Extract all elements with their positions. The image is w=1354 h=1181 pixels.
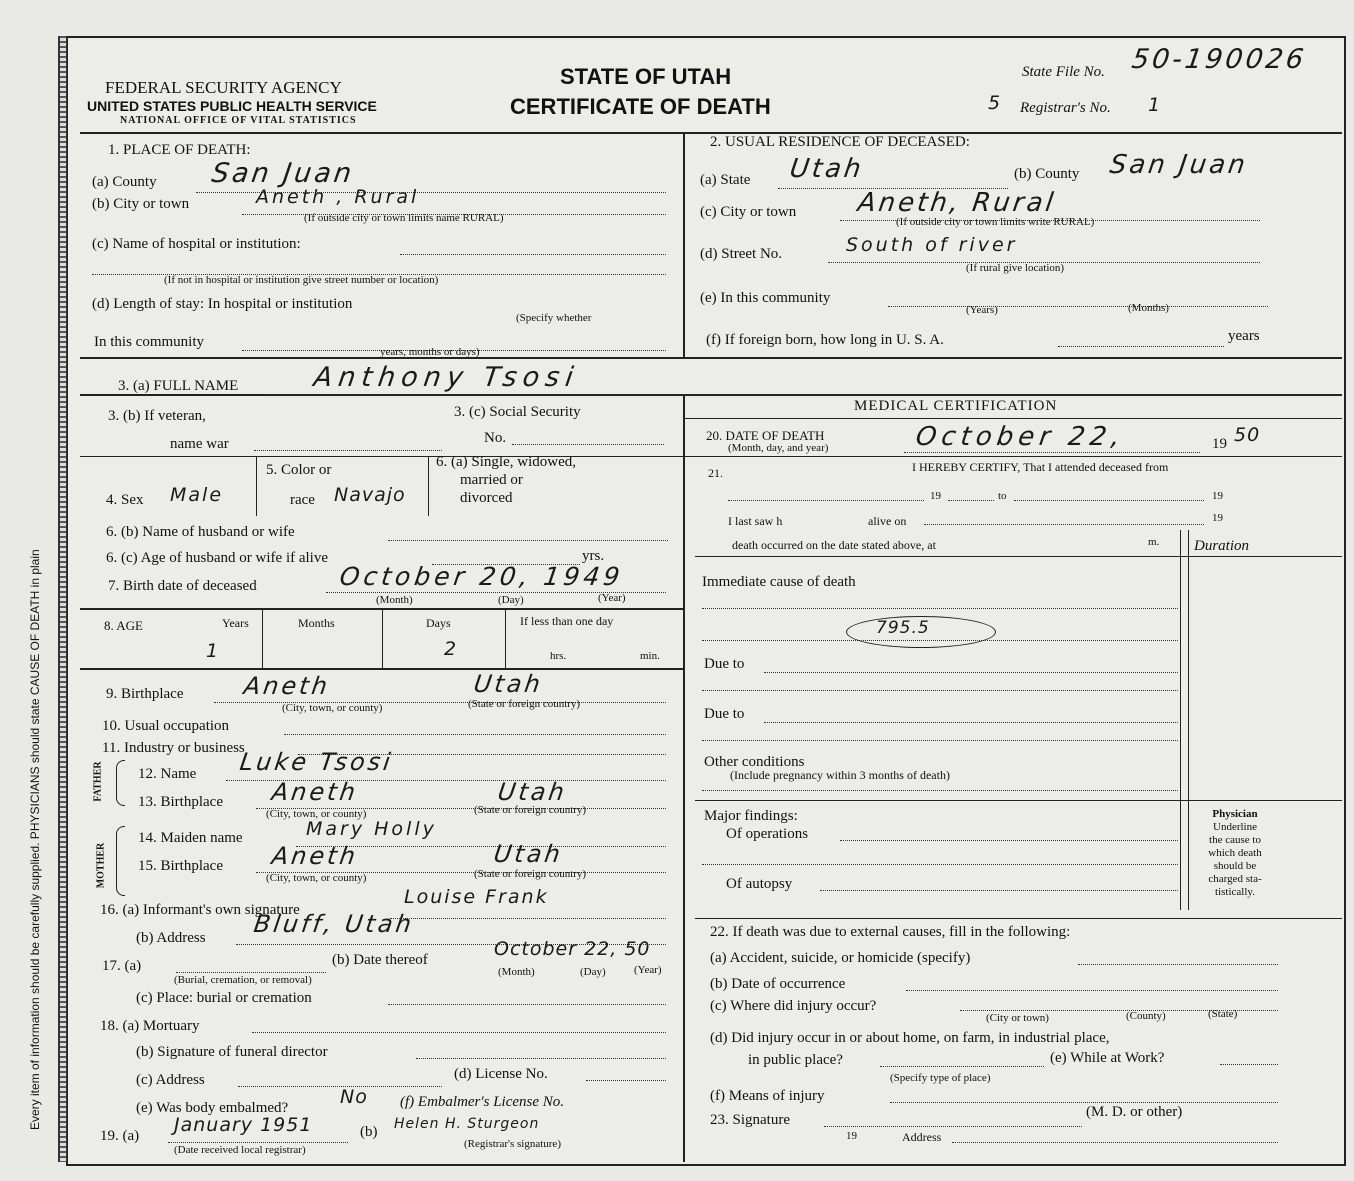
external-county-note: (County) bbox=[1126, 1010, 1166, 1022]
received-value: January 1951 bbox=[174, 1114, 313, 1136]
war-label: name war bbox=[170, 436, 229, 452]
duration-col-2 bbox=[1188, 530, 1189, 910]
father-bp-state: Utah bbox=[496, 778, 569, 806]
birth-day-note: (Day) bbox=[498, 594, 524, 606]
embalmed-label: (e) Was body embalmed? bbox=[136, 1100, 289, 1116]
physician-note-line: Physician bbox=[1212, 808, 1258, 820]
birthplace-city: Aneth bbox=[242, 672, 332, 700]
external-city-note: (City or town) bbox=[986, 1012, 1049, 1024]
veteran-divider bbox=[80, 456, 683, 457]
cause-code: 795.5 bbox=[876, 618, 930, 638]
hrs-label: hrs. bbox=[550, 650, 567, 662]
spouse-label: 6. (b) Name of husband or wife bbox=[106, 524, 295, 540]
dod-year: 50 bbox=[1234, 424, 1261, 446]
external-f: (f) Means of injury bbox=[710, 1088, 825, 1104]
last-19: 19 bbox=[1212, 512, 1223, 524]
external-a: (a) Accident, suicide, or homicide (specify) bbox=[710, 950, 971, 966]
external-divider bbox=[695, 918, 1342, 919]
duration-col bbox=[1180, 530, 1181, 910]
embalmer-label: (f) Embalmer's License No. bbox=[400, 1094, 565, 1110]
death-city-label: (b) City or town bbox=[92, 196, 190, 212]
death-county-label: (a) County bbox=[92, 174, 157, 190]
embalmed-value: No bbox=[340, 1086, 368, 1108]
external-d: (d) Did injury occur in or about home, on farm, in industrial place, bbox=[710, 1030, 1110, 1046]
res-county-label: (b) County bbox=[1014, 166, 1080, 182]
sig-address: Address bbox=[902, 1130, 942, 1144]
occurred-m: m. bbox=[1148, 536, 1160, 548]
res-years-label: (Years) bbox=[966, 304, 998, 316]
marital-label-2: married or bbox=[460, 472, 523, 488]
center-divider-top bbox=[683, 132, 685, 358]
dod-year-prefix: 19 bbox=[1212, 436, 1227, 452]
occurred-divider bbox=[695, 556, 1342, 557]
informant-signature: Louise Frank bbox=[404, 886, 549, 908]
birthplace-label: 9. Birthplace bbox=[106, 686, 184, 702]
physician-note-line: tistically. bbox=[1215, 886, 1255, 898]
death-county-value: San Juan bbox=[209, 158, 357, 189]
external-c: (c) Where did injury occur? bbox=[710, 998, 877, 1014]
mother-name-value: Mary Holly bbox=[306, 818, 437, 840]
to-label: to bbox=[998, 490, 1007, 502]
director-label: (b) Signature of funeral director bbox=[136, 1044, 328, 1060]
age-years-label: Years bbox=[222, 616, 249, 630]
color-label: 5. Color or bbox=[266, 462, 332, 478]
alive-on-label: alive on bbox=[868, 514, 907, 528]
burial-note: (Burial, cremation, or removal) bbox=[174, 974, 312, 986]
duration-label: Duration bbox=[1194, 538, 1250, 554]
state-file-number: 50-190026 bbox=[1129, 44, 1309, 75]
external-specify: (Specify type of place) bbox=[890, 1072, 991, 1084]
yrs-label: yrs. bbox=[582, 548, 605, 564]
registrar-sig-note: (Registrar's signature) bbox=[464, 1138, 561, 1150]
burial-month-note: (Month) bbox=[498, 966, 535, 978]
age-days-value: 2 bbox=[444, 638, 458, 660]
res-state-value: Utah bbox=[787, 154, 866, 184]
father-side-label: FATHER bbox=[92, 761, 104, 802]
registrar-number: 1 bbox=[1148, 94, 1162, 116]
occurred-label: death occurred on the date stated above, at bbox=[732, 538, 936, 552]
last-saw-label: I last saw h bbox=[728, 514, 783, 528]
other-note: (Include pregnancy within 3 months of death) bbox=[730, 768, 950, 782]
physician-note-line: which death bbox=[1208, 847, 1262, 859]
of-autopsy: Of autopsy bbox=[726, 876, 793, 892]
full-name-value: Anthony Tsosi bbox=[311, 362, 582, 393]
to-19: 19 bbox=[1212, 490, 1223, 502]
section1-divider bbox=[80, 357, 1342, 359]
father-name-label: 12. Name bbox=[138, 766, 197, 782]
age-col-3 bbox=[505, 610, 506, 668]
hospital-label: (c) Name of hospital or institution: bbox=[92, 236, 301, 252]
external-heading: 22. If death was due to external causes, fill in the following: bbox=[710, 924, 1071, 940]
due-to-1: Due to bbox=[704, 656, 745, 672]
sex-race-divider-2 bbox=[428, 456, 429, 516]
major-findings: Major findings: bbox=[704, 808, 798, 824]
age-days-label: Days bbox=[426, 616, 451, 630]
res-state-label: (a) State bbox=[700, 172, 751, 188]
father-city-note: (City, town, or county) bbox=[266, 808, 367, 820]
physician-note-line: charged sta- bbox=[1208, 873, 1262, 885]
age-label: 8. AGE bbox=[104, 618, 143, 633]
mother-side-label: MOTHER bbox=[95, 842, 107, 889]
father-bp-city: Aneth bbox=[270, 778, 360, 806]
service-name: UNITED STATES PUBLIC HEALTH SERVICE bbox=[87, 98, 377, 114]
cert-21: 21. bbox=[708, 466, 723, 480]
physician-note bbox=[1192, 808, 1278, 899]
sex-label: 4. Sex bbox=[106, 492, 144, 508]
stay-label: (d) Length of stay: In hospital or institution bbox=[92, 296, 353, 312]
death-city-value: Aneth , Rural bbox=[256, 186, 420, 208]
mother-state-note: (State or foreign country) bbox=[474, 868, 587, 880]
sex-race-divider-1 bbox=[256, 456, 257, 516]
res-community-label: (e) In this community bbox=[700, 290, 831, 306]
death-city-note: (If outside city or town limits name RURAL) bbox=[304, 212, 504, 224]
registrar-label: Registrar's No. bbox=[1020, 100, 1111, 116]
res-street-value: South of river bbox=[846, 234, 1018, 256]
received-note: (Date received local registrar) bbox=[174, 1144, 306, 1156]
physician-note-line: the cause to bbox=[1209, 834, 1261, 846]
father-state-note: (State or foreign country) bbox=[474, 804, 587, 816]
res-street-label: (d) Street No. bbox=[700, 246, 783, 262]
birthplace-city-note: (City, town, or county) bbox=[282, 702, 383, 714]
sex-value: Male bbox=[170, 484, 224, 506]
occupation-label: 10. Usual occupation bbox=[102, 718, 230, 734]
hospital-note: (If not in hospital or institution give street number or location) bbox=[164, 274, 439, 286]
res-city-note: (If outside city or town limits write RURAL) bbox=[896, 216, 1095, 228]
full-name-label: 3. (a) FULL NAME bbox=[118, 378, 239, 394]
registrar-prefix: 5 bbox=[988, 92, 1002, 114]
veteran-label: 3. (b) If veteran, bbox=[108, 408, 206, 424]
age-years-value: 1 bbox=[206, 640, 220, 662]
medical-heading: MEDICAL CERTIFICATION bbox=[854, 398, 1058, 414]
mother-bp-city: Aneth bbox=[270, 842, 360, 870]
center-divider-bottom bbox=[683, 394, 685, 1162]
agency-name: FEDERAL SECURITY AGENCY bbox=[105, 78, 342, 97]
license-label: (d) License No. bbox=[454, 1066, 548, 1082]
res-foreign-label: (f) If foreign born, how long in U. S. A. bbox=[706, 332, 944, 348]
external-state-note: (State) bbox=[1208, 1008, 1238, 1020]
state-file-label: State File No. bbox=[1022, 64, 1105, 80]
burial-date-value: October 22, 50 bbox=[494, 938, 651, 960]
father-bp-label: 13. Birthplace bbox=[138, 794, 223, 810]
place-of-death-heading: 1. PLACE OF DEATH: bbox=[108, 142, 251, 158]
min-label: min. bbox=[640, 650, 660, 662]
res-county-value: San Juan bbox=[1107, 150, 1250, 180]
burial-day-note: (Day) bbox=[580, 966, 606, 978]
father-name-value: Luke Tsosi bbox=[238, 748, 396, 776]
form-title-2: CERTIFICATE OF DEATH bbox=[510, 94, 771, 119]
physician-note-line: Underline bbox=[1213, 821, 1257, 833]
signature-23: 23. Signature bbox=[710, 1112, 790, 1128]
birthplace-state-note: (State or foreign country) bbox=[468, 698, 581, 710]
mother-bp-label: 15. Birthplace bbox=[138, 858, 223, 874]
dod-sub: (Month, day, and year) bbox=[728, 442, 829, 454]
stay-community-note: years, months or days) bbox=[380, 346, 480, 358]
burial-date-label: (b) Date thereof bbox=[332, 952, 428, 968]
age-col-1 bbox=[262, 610, 263, 668]
due-to-2: Due to bbox=[704, 706, 745, 722]
birth-date-label: 7. Birth date of deceased bbox=[108, 578, 257, 594]
dod-label: 20. DATE OF DEATH bbox=[706, 428, 825, 443]
burial-17a-label: 17. (a) bbox=[102, 958, 142, 974]
received-label: 19. (a) bbox=[100, 1128, 140, 1144]
registrar-sig-label: (b) bbox=[360, 1124, 378, 1140]
birth-year-note: (Year) bbox=[598, 592, 626, 604]
mother-city-note: (City, town, or county) bbox=[266, 872, 367, 884]
marital-label-3: divorced bbox=[460, 490, 513, 506]
res-months-label: (Months) bbox=[1128, 302, 1169, 314]
age-bottom-divider bbox=[80, 668, 683, 670]
external-d2: in public place? bbox=[748, 1052, 843, 1068]
res-city-value: Aneth, Rural bbox=[855, 188, 1058, 218]
race-label: race bbox=[290, 492, 315, 508]
father-brace bbox=[116, 760, 125, 806]
informant-address: Bluff, Utah bbox=[252, 910, 416, 938]
burial-place-label: (c) Place: burial or cremation bbox=[136, 990, 312, 1006]
age-col-2 bbox=[382, 610, 383, 668]
from-19: 19 bbox=[930, 490, 941, 502]
immediate-cause-label: Immediate cause of death bbox=[702, 574, 856, 590]
birth-date-value: October 20, 1949 bbox=[337, 562, 626, 591]
left-border-strip bbox=[58, 36, 67, 1162]
res-street-note: (If rural give location) bbox=[966, 262, 1065, 274]
margin-note: Every item of information should be carefully supplied. PHYSICIANS should state CAUSE OF DEATH in plain bbox=[28, 549, 42, 1130]
stay-note: (Specify whether bbox=[516, 312, 592, 324]
age-months-label: Months bbox=[298, 616, 335, 630]
res-city-label: (c) City or town bbox=[700, 204, 797, 220]
industry-label: 11. Industry or business bbox=[102, 740, 245, 756]
mother-brace bbox=[116, 826, 125, 896]
external-b: (b) Date of occurrence bbox=[710, 976, 846, 992]
registrar-signature: Helen H. Sturgeon bbox=[394, 1116, 540, 1132]
ss-label: 3. (c) Social Security bbox=[454, 404, 581, 420]
physician-note-line: should be bbox=[1213, 860, 1257, 872]
residence-heading: 2. USUAL RESIDENCE OF DECEASED: bbox=[710, 134, 970, 150]
birth-month-note: (Month) bbox=[376, 594, 413, 606]
mortuary-label: 18. (a) Mortuary bbox=[100, 1018, 200, 1034]
office-name: NATIONAL OFFICE OF VITAL STATISTICS bbox=[120, 115, 357, 126]
of-operations: Of operations bbox=[726, 826, 809, 842]
external-e: (e) While at Work? bbox=[1050, 1050, 1165, 1066]
res-years-suffix: years bbox=[1228, 328, 1260, 344]
dod-value: October 22, bbox=[913, 422, 1127, 452]
certify-text: I HEREBY CERTIFY, That I attended deceased from bbox=[912, 460, 1169, 474]
marital-label-1: 6. (a) Single, widowed, bbox=[436, 454, 576, 470]
sig-19: 19 bbox=[846, 1130, 857, 1142]
findings-divider bbox=[695, 800, 1342, 801]
dod-divider bbox=[685, 456, 1342, 457]
mortuary-address-label: (c) Address bbox=[136, 1072, 205, 1088]
other-conditions: Other conditions bbox=[704, 754, 805, 770]
ss-no-label: No. bbox=[484, 430, 507, 446]
stay-community-label: In this community bbox=[94, 334, 204, 350]
medical-heading-divider bbox=[685, 418, 1342, 419]
md-or-other: (M. D. or other) bbox=[1086, 1104, 1183, 1120]
race-value: Navajo bbox=[334, 484, 406, 506]
burial-year-note: (Year) bbox=[634, 964, 662, 976]
form-title-1: STATE OF UTAH bbox=[560, 64, 732, 89]
mother-bp-state: Utah bbox=[492, 840, 565, 868]
birthplace-state: Utah bbox=[472, 670, 545, 698]
informant-label: 16. (a) Informant's own signature bbox=[100, 902, 300, 918]
age-less-label: If less than one day bbox=[520, 614, 614, 628]
mother-name-label: 14. Maiden name bbox=[138, 830, 243, 846]
informant-address-label: (b) Address bbox=[136, 930, 206, 946]
spouse-age-label: 6. (c) Age of husband or wife if alive bbox=[106, 550, 329, 566]
